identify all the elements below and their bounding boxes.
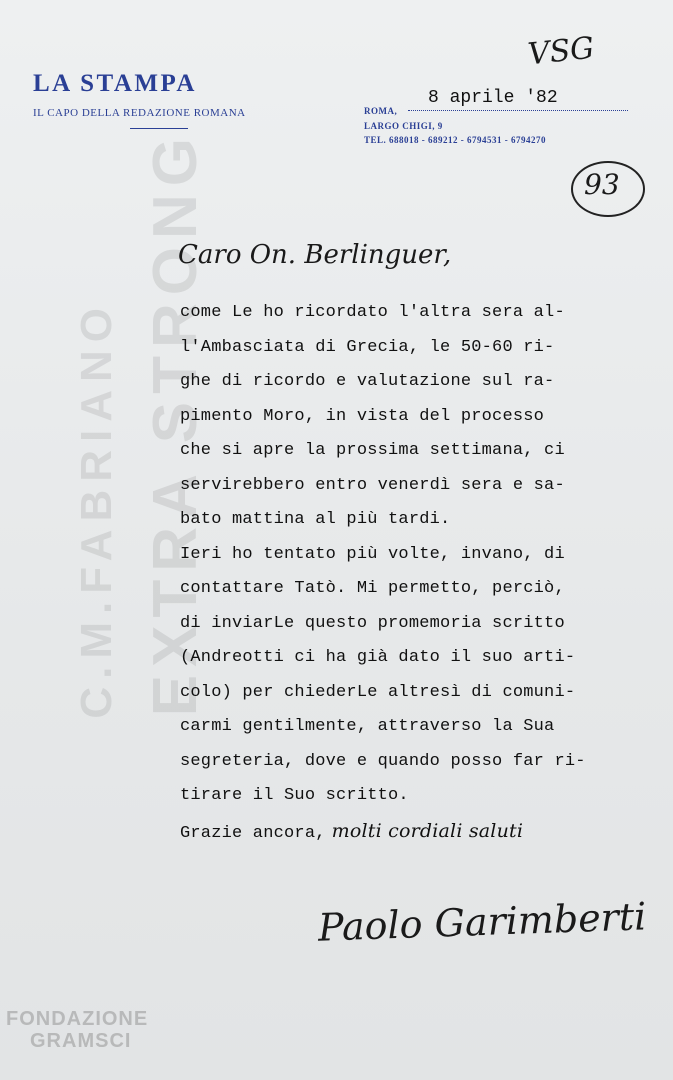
body-line: servirebbero entro venerdì sera e sa- [180, 475, 565, 495]
letterhead-brand: LA STAMPA [33, 70, 197, 97]
body-line: l'Ambasciata di Grecia, le 50-60 ri- [180, 337, 555, 357]
body-line: segreteria, dove e quando posso far ri- [180, 751, 586, 771]
body-line: che si apre la prossima settimana, ci [180, 441, 565, 460]
letterhead-subtitle: IL CAPO DELLA REDAZIONE ROMANA [33, 107, 246, 119]
body-line: contattare Tatò. Mi permetto, perciò, [180, 579, 565, 598]
letterhead-city: ROMA, [364, 106, 398, 116]
body-line: (Andreotti ci ha già dato il suo arti- [180, 648, 576, 667]
watermark-fabriano: C.M.FABRIANO [72, 300, 121, 719]
body-line: pimento Moro, in vista del processo [180, 406, 545, 426]
archive-line-1: FONDAZIONE [6, 1008, 149, 1030]
date-dotted-line [408, 110, 628, 111]
body-line: Ieri ho tentato più volte, invano, di [180, 544, 565, 564]
body-line: tirare il Suo scritto. [180, 786, 409, 805]
archive-watermark-logo [6, 1008, 148, 1052]
closing-typed: Grazie ancora, [180, 823, 326, 843]
closing-handwritten: molti cordiali saluti [331, 819, 524, 842]
body-line: ghe di ricordo e valutazione sul ra- [180, 372, 555, 391]
signature: Paolo Garimberti [317, 894, 647, 950]
body-line: di inviarLe questo promemoria scritto [180, 613, 565, 633]
body-line: carmi gentilmente, attraverso la Sua [180, 717, 555, 736]
watermark-extra-strong: EXTRA STRONG [141, 130, 210, 717]
archive-line-2: GRAMSCI [30, 1030, 132, 1052]
letterhead-street: LARGO CHIGI, 9 [364, 121, 443, 131]
body-line: colo) per chiederLe altresì di comuni- [180, 682, 576, 702]
salutation: Caro On. Berlinguer, [178, 240, 452, 270]
folio-number: 93 [584, 168, 620, 201]
letterhead-rule [130, 128, 188, 129]
body-line: come Le ho ricordato l'altra sera al- [180, 303, 565, 322]
closing-row [180, 814, 660, 852]
body-line: bato mattina al più tardi. [180, 510, 451, 529]
letter-date: 8 aprile '82 [428, 88, 558, 108]
letter-body [180, 296, 660, 851]
handwritten-initials: VSG [526, 30, 596, 73]
letterhead-telephone: TEL. 688018 - 689212 - 6794531 - 6794270 [364, 135, 546, 145]
